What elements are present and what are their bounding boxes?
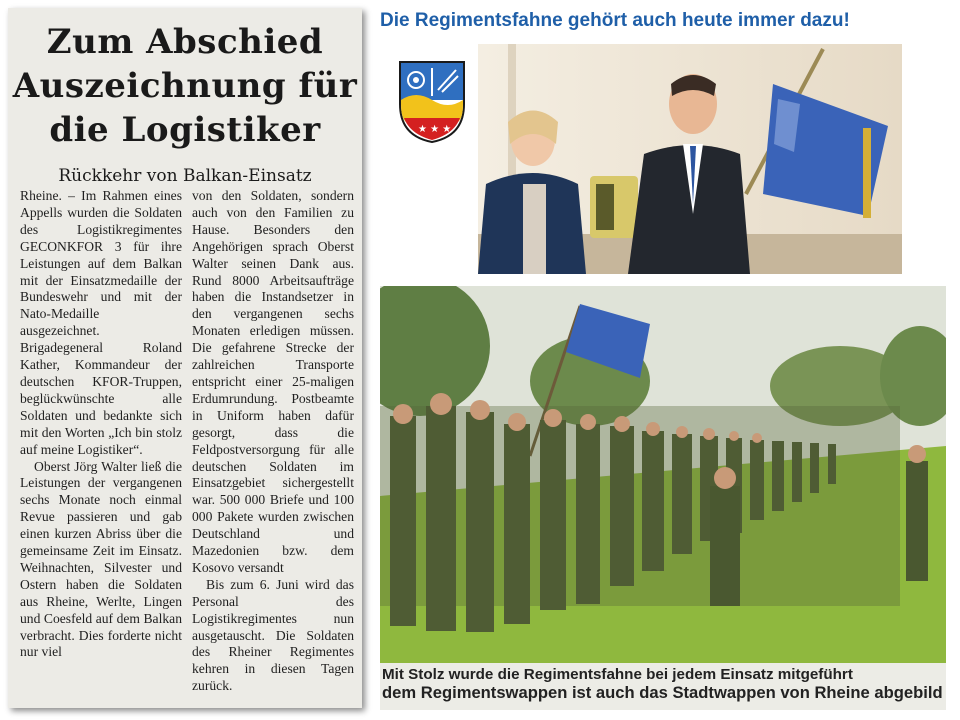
paragraph: Rheine. – Im Rahmen eines Appells wurden die Soldaten des Logistikregimentes GECONKFOR 3 für ihre Leistungen auf dem Balkan mit der Einsatzmedaille der Bundeswehr und mit der Nato-Medaille ausgezeichnet. Brigadegeneral Roland Kather, Kommandeur der deutschen KFOR-Truppen, beglückwünschte alle Soldaten und bedankte sich mit den Worten „Ich bin stolz auf meine Logistiker“. [20, 188, 182, 457]
headline-line-2: Auszeichnung für [12, 66, 358, 106]
gift-handover-photo [478, 44, 902, 274]
paragraph: Bis zum 6. Juni wird das Personal des Logistikregimentes nun ausgetauscht. Die Soldaten des Rheiner Regimentes kehren in diesen Tagen zurück. [192, 576, 354, 694]
parade-image [380, 286, 946, 663]
headline-line-1: Zum Abschied [46, 22, 324, 62]
caption-line-1: Mit Stolz wurde die Regimentsfahne bei jedem Einsatz mitgeführt [382, 666, 853, 683]
article-column-2 [192, 188, 354, 695]
article-headline [8, 20, 362, 152]
photo-caption [380, 663, 946, 710]
svg-text:★ ★ ★: ★ ★ ★ [418, 124, 452, 135]
article-subheadline: Rückkehr von Balkan-Einsatz [58, 166, 312, 186]
article-body [20, 188, 354, 695]
article-column-1 [20, 188, 182, 695]
headline-line-3: die Logistiker [49, 110, 321, 150]
paragraph: Oberst Jörg Walter ließ die Leistungen der vergangenen sechs Monate noch einmal Revue passieren und gab einen kurzen Abriss über die gemeinsame Zeit im Einsatz. Weihnachten, Silvester und Ostern haben die Soldaten aus Rheine, Werlte, Lingen und Coesfeld auf dem Balkan verbracht. Dies forderte nicht nur viel [20, 458, 182, 660]
paragraph: von den Soldaten, sondern auch von den Familien zu Hause. Besonders den Angehörigen sprach Oberst Walter seinen Dank aus. Rund 8000 Arbeitsaufträge haben die Instandsetzer in den vergangenen sechs Monaten erledigen müssen. Die gefahrene Strecke der zahlreichen Transporte entspricht einer 25-maligen Erdumrundung. Postbeamte in Uniform haben dafür gesorgt, dass die Feldpostversorgung für alle deutschen Soldaten im Einsatzgebiet sichergestellt war. 500 000 Briefe und 100 000 Pakete wurden zwischen Deutschland und Mazedonien bzw. dem Kosovo versandt [192, 188, 354, 575]
caption-line-2: dem Regimentswappen ist auch das Stadtwappen von Rheine abgebild [382, 683, 943, 702]
page-title: Die Regimentsfahne gehört auch heute immer dazu! [380, 10, 850, 31]
coat-of-arms-icon [398, 60, 466, 144]
newspaper-clipping [8, 8, 362, 708]
parade-photo [380, 286, 946, 710]
